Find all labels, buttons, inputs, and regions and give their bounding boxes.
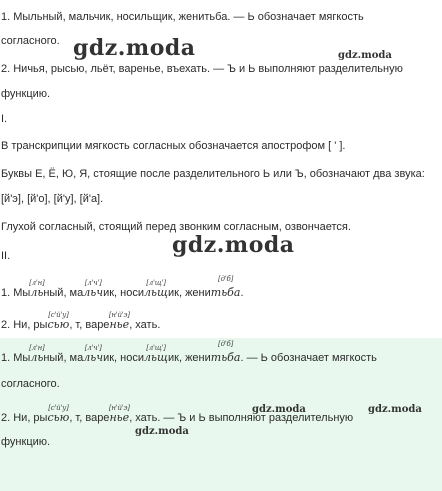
section-i-label: I.: [1, 113, 8, 125]
ex3-word-1: ль [ л'н ]: [30, 351, 43, 365]
example-2: 2. Ни, рысью [ с'й'у ] , т, варенье [ н'й'э ] , хать.: [1, 318, 160, 332]
example-1: 1. Мыль [ л'н ] ный, мальч [ л'ч' ] ик, носильщ [ л'щ' ] ик, женитьба [ д'б ] .: [1, 286, 244, 300]
section-ii-label: II.: [1, 250, 11, 262]
ex1-word-3: льщ [ л'щ' ]: [144, 286, 168, 300]
ex4-word-2: нье [ н'й'э ]: [109, 411, 129, 425]
watermark: gdz.moda: [368, 404, 422, 415]
example-3-cont: согласного.: [1, 378, 60, 390]
line-7: Буквы Е, Ё, Ю, Я, стоящие после разделительного Ь или Ъ, обозначают два звука:: [1, 168, 425, 180]
watermark: gdz.moda: [73, 35, 196, 61]
line-9: Глухой согласный, стоящий перед звонким согласным, озвончается.: [1, 221, 351, 233]
line-4: функцию.: [1, 88, 51, 100]
watermark: gdz.moda: [135, 426, 189, 437]
ex2-word-2: нье [ н'й'э ]: [109, 318, 129, 332]
ex3-word-3: льщ [ л'щ' ]: [144, 351, 168, 365]
line-1: 1. Мыльный, мальчик, носильщик, женитьба. — Ь обозначает мягкость: [1, 11, 364, 23]
ex2-word-1: сью [ с'й'у ]: [47, 318, 69, 332]
line-3: 2. Ничья, рысью, льёт, варенье, въехать. — Ъ и Ь выполняют разделительную: [1, 63, 403, 75]
ex3-word-2: льч [ л'ч' ]: [83, 351, 103, 365]
example-4: 2. Ни, рысью [ с'й'у ] , т, варенье [ н'й'э ] , хать. — Ъ и Ь выполняют разделительную: [1, 411, 353, 425]
example-4-cont: функцию.: [1, 436, 51, 448]
ex1-pre: 1. Мы: [1, 287, 31, 299]
watermark: gdz.moda: [338, 50, 392, 61]
ex1-word-1: ль [ л'н ]: [30, 286, 43, 300]
ex4-word-1: сью [ с'й'у ]: [47, 411, 69, 425]
watermark: gdz.moda: [172, 232, 295, 258]
watermark: gdz.moda: [252, 404, 306, 415]
line-8: [й'э], [й'о], [й'у], [й'а].: [1, 193, 104, 205]
line-6: В транскрипции мягкость согласных обозначается апострофом [ ' ].: [1, 140, 346, 152]
ex3-word-4: тьба [ д'б ]: [211, 351, 241, 365]
ex1-word-2: льч [ л'ч' ]: [83, 286, 103, 300]
line-2: согласного.: [1, 35, 60, 47]
example-3: 1. Мыль [ л'н ] ный, мальч [ л'ч' ] ик, носильщ [ л'щ' ] ик, женитьба [ д'б ] . — Ь обозначает мягкость: [1, 351, 377, 365]
ex1-word-4: тьба [ д'б ]: [211, 286, 241, 300]
